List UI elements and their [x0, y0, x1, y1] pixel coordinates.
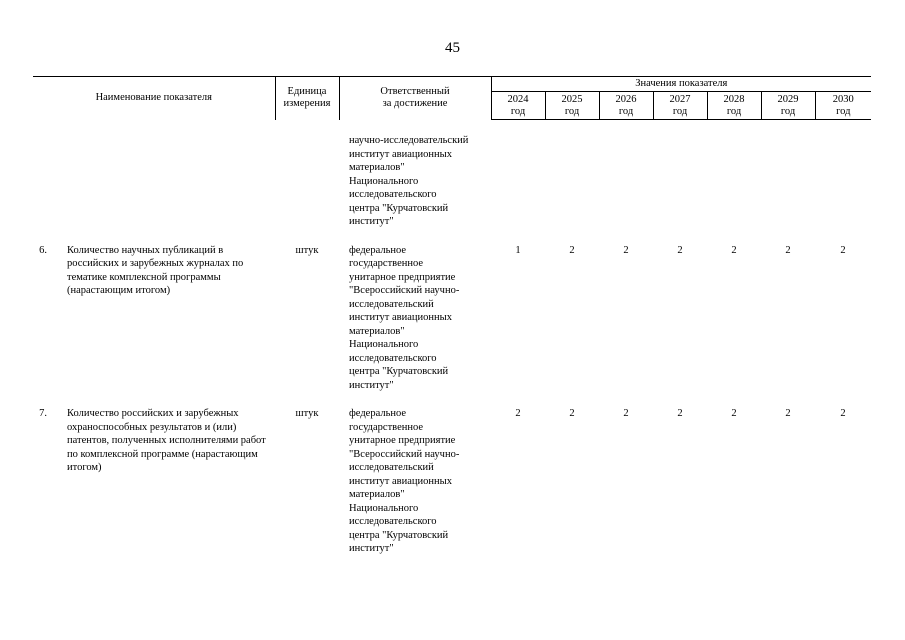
year-label: год — [510, 105, 526, 117]
responsible-text: федеральное государственное унитарное предприятие "Всероссийский научно- исследовательский институт авиационных материалов" Национального исследовательского центра "Курчатовский институт" — [349, 408, 460, 554]
value-2029 — [761, 134, 815, 229]
indicator-table — [33, 76, 871, 556]
header-year-2026 — [599, 92, 653, 120]
value-2028 — [707, 134, 761, 229]
year-label: год — [672, 105, 688, 117]
header-year-2028 — [707, 92, 761, 120]
header-responsible-line1: Ответственный — [380, 86, 450, 98]
responsible-text: научно-исследовательский институт авиационных материалов" Национального исследовательского центра "Курчатовский институт" — [349, 135, 469, 227]
indicator-name: Количество научных публикаций в российских и зарубежных журналах по тематике комплексной программы (нарастающим итогом) — [67, 244, 244, 296]
value-2025 — [545, 134, 599, 229]
value-2029: 2 — [785, 408, 791, 419]
table-row — [33, 244, 871, 393]
year-number: 2027 — [669, 93, 691, 105]
table-row — [33, 407, 871, 556]
year-number: 2029 — [777, 93, 799, 105]
year-number: 2024 — [507, 93, 529, 105]
value-2026 — [599, 134, 653, 229]
header-unit-line1: Единица — [287, 86, 327, 98]
row-number: 6. — [39, 244, 47, 256]
value-2027: 2 — [677, 244, 683, 256]
header-year-2030 — [815, 92, 871, 120]
value-2028: 2 — [731, 408, 737, 419]
value-2030: 2 — [840, 408, 846, 419]
year-number: 2030 — [832, 93, 854, 105]
value-2027 — [653, 134, 707, 229]
header-year-2025 — [545, 92, 599, 120]
year-label: год — [780, 105, 796, 117]
year-number: 2028 — [723, 93, 745, 105]
year-label: год — [564, 105, 580, 117]
page-number: 45 — [445, 40, 460, 56]
header-values: Значения показателя — [491, 77, 871, 92]
header-responsible — [339, 77, 491, 120]
unit-cell: штук — [295, 244, 319, 256]
value-2029: 2 — [785, 244, 791, 256]
year-number: 2026 — [615, 93, 637, 105]
year-label: год — [836, 105, 851, 117]
header-year-2024 — [491, 92, 545, 120]
row-number: 7. — [39, 408, 47, 419]
value-2024: 1 — [515, 244, 521, 256]
header-year-2027 — [653, 92, 707, 120]
responsible-cell — [339, 407, 491, 556]
value-2027: 2 — [677, 408, 683, 419]
responsible-cell — [339, 244, 491, 393]
indicator-name: Количество российских и зарубежных охраноспособных результатов и (или) патентов, полученных исполнителями работ по комплексной программе (нарастающим итогом) — [67, 408, 266, 473]
unit-cell — [275, 134, 339, 229]
indicator-name — [59, 134, 275, 229]
value-2030: 2 — [840, 244, 846, 256]
value-2025: 2 — [569, 244, 575, 256]
year-label: год — [618, 105, 634, 117]
header-indicator-name: Наименование показателя — [33, 77, 275, 120]
responsible-text: федеральное государственное унитарное предприятие "Всероссийский научно- исследовательский институт авиационных материалов" Национального исследовательского центра "Курчатовский институт" — [349, 244, 460, 391]
value-2030 — [815, 134, 871, 229]
value-2025: 2 — [569, 408, 575, 419]
value-2024 — [491, 134, 545, 229]
header-unit — [275, 77, 339, 120]
value-2026: 2 — [623, 408, 629, 419]
value-2028: 2 — [731, 244, 737, 256]
value-2026: 2 — [623, 244, 629, 256]
header-responsible-line2: за достижение — [382, 98, 448, 110]
value-2024: 2 — [515, 408, 521, 419]
header-year-2029 — [761, 92, 815, 120]
year-label: год — [726, 105, 742, 117]
responsible-cell — [339, 134, 491, 229]
unit-cell: штук — [295, 408, 319, 419]
header-unit-line2: измерения — [283, 98, 331, 110]
year-number: 2025 — [561, 93, 583, 105]
row-number — [33, 134, 59, 229]
table-row — [33, 134, 871, 229]
